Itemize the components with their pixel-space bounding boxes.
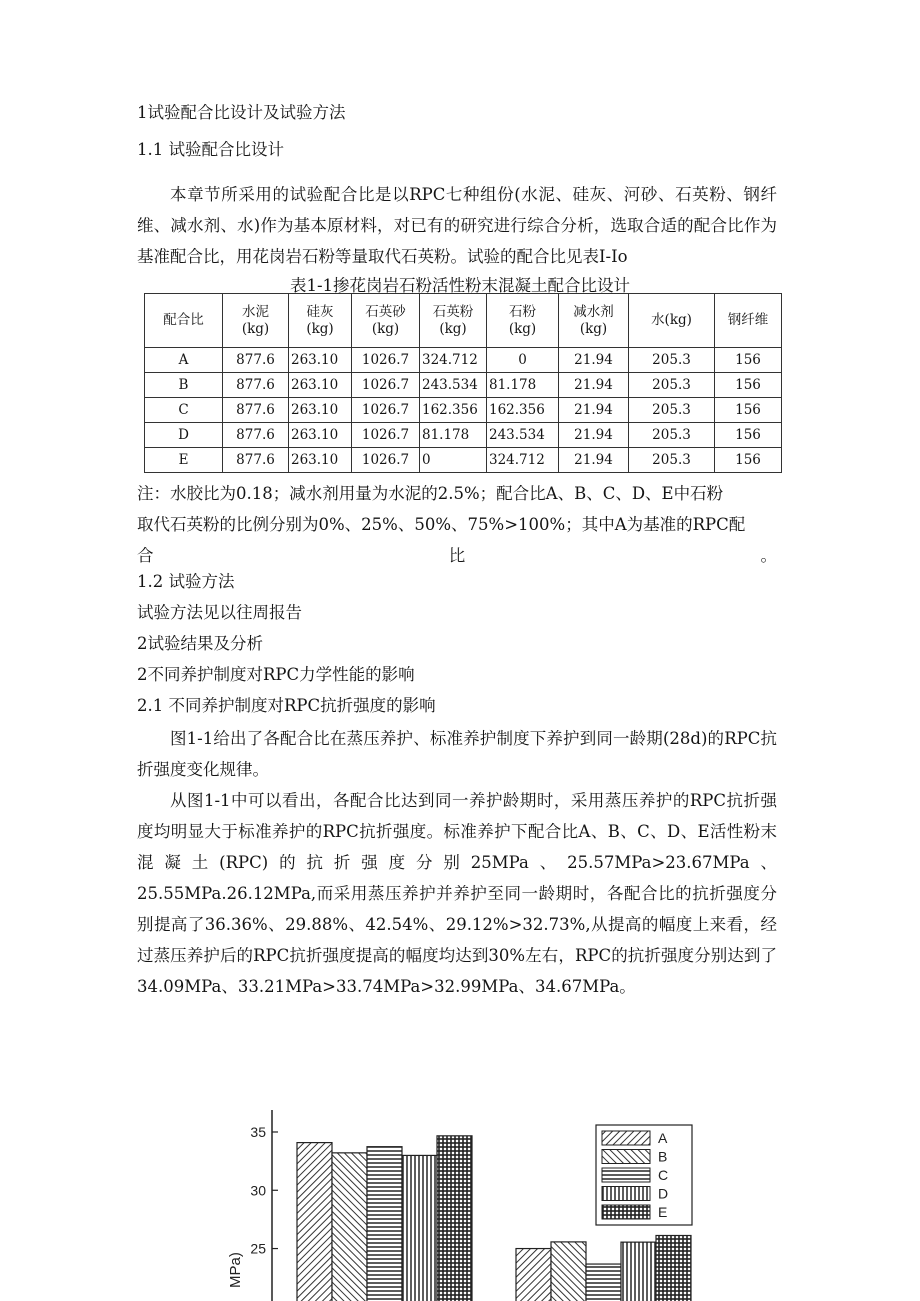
legend-swatch-A xyxy=(602,1131,650,1145)
table-cell: D xyxy=(145,423,223,448)
legend-swatch-D xyxy=(602,1187,650,1201)
table-cell: 1026.7 xyxy=(352,398,420,423)
table-cell: 324.712 xyxy=(487,448,559,473)
bar-standard-D xyxy=(621,1242,656,1301)
table-cell: 21.94 xyxy=(559,398,629,423)
legend-swatch-E xyxy=(602,1205,650,1219)
bar-autoclave-E xyxy=(437,1136,472,1301)
table-cell: 263.10 xyxy=(289,423,352,448)
table-cell: 162.356 xyxy=(487,398,559,423)
table-cell: 21.94 xyxy=(559,348,629,373)
header-top: 石英砂 xyxy=(365,303,406,320)
header-bottom: (kg) xyxy=(508,320,537,337)
legend-swatch-C xyxy=(602,1168,650,1182)
header-top: 水泥 xyxy=(242,303,269,320)
table-cell: 205.3 xyxy=(629,398,715,423)
header-top: 减水剂 xyxy=(573,303,614,320)
para2-text: 从图1-1中可以看出，各配合比达到同一养护龄期时，采用蒸压养护的RPC抗折强度均明显大于标准养护的RPC抗折强度。标准养护下配合比A、B、C、D、E活性粉末混凝土(RPC)的抗折强度分别25MPa、25.57MPa>23.67MPa、25.55MPa.26.12MPa,而采用蒸压养护并养护至同一龄期时，各配合比的抗折强度分别提高了36.36%、29.88%、42.54%、29.12%>32.73%,从提高的幅度上来看，经过蒸压养护后的RPC抗折强度提高的幅度均达到30%左右，RPC的抗折强度分别达到了34.09MPa、33.21MPa>33.74MPa>32.99MPa、34.67MPa。 xyxy=(137,791,777,996)
table-note xyxy=(137,478,777,571)
heading-2-1: 2.1 不同养护制度对RPC抗折强度的影响 xyxy=(137,696,436,715)
y-tick-label: 25 xyxy=(250,1240,266,1257)
header-bottom: (kg) xyxy=(241,320,270,337)
table-cell: 263.10 xyxy=(289,448,352,473)
heading-2-sub: 2不同养护制度对RPC力学性能的影响 xyxy=(137,665,415,684)
header-cell xyxy=(559,294,629,348)
table-cell: 156 xyxy=(715,423,782,448)
table-cell: 877.6 xyxy=(223,373,289,398)
bar-autoclave-D xyxy=(402,1155,437,1301)
table-cell: 243.534 xyxy=(420,373,487,398)
header-top: 石英粉 xyxy=(432,303,474,320)
bar-standard-E xyxy=(656,1235,691,1301)
table-cell: 156 xyxy=(715,448,782,473)
table-cell: 21.94 xyxy=(559,423,629,448)
header-cell xyxy=(715,294,782,348)
header-top: 石粉 xyxy=(509,303,536,320)
bar-standard-A xyxy=(516,1249,551,1301)
table-cell: 21.94 xyxy=(559,373,629,398)
table-cell: 1026.7 xyxy=(352,373,420,398)
header-cell xyxy=(487,294,559,348)
table-row xyxy=(145,398,782,423)
header-cell xyxy=(420,294,487,348)
table-caption: 表1-1掺花岗岩石粉活性粉末混凝土配合比设计 xyxy=(289,276,631,295)
flexural-strength-chart xyxy=(227,1110,710,1301)
note-line-3a: 合 xyxy=(137,546,154,565)
note-line-3c: 。 xyxy=(760,546,777,565)
table-cell: 81.178 xyxy=(420,423,487,448)
y-axis-label: MPa) xyxy=(227,1252,244,1288)
header-bottom: (kg) xyxy=(371,320,400,337)
table-cell: 156 xyxy=(715,398,782,423)
table-cell: 205.3 xyxy=(629,448,715,473)
plot-area xyxy=(250,1110,692,1301)
table-header-row xyxy=(145,294,782,348)
table-cell: 324.712 xyxy=(420,348,487,373)
table-cell: 0 xyxy=(420,448,487,473)
table-cell: 263.10 xyxy=(289,373,352,398)
header-bottom: 水(kg) xyxy=(651,312,692,328)
table-cell: A xyxy=(145,348,223,373)
header-bottom: (kg) xyxy=(579,320,608,337)
header-cell xyxy=(223,294,289,348)
intro-paragraph xyxy=(137,179,777,272)
table-cell: 243.534 xyxy=(487,423,559,448)
table-cell: 81.178 xyxy=(487,373,559,398)
legend-label: E xyxy=(658,1204,668,1220)
table-cell: 1026.7 xyxy=(352,448,420,473)
mix-design-table xyxy=(144,293,782,473)
note-line-3 xyxy=(137,540,777,571)
table-cell: 1026.7 xyxy=(352,423,420,448)
table-cell: 21.94 xyxy=(559,448,629,473)
header-cell xyxy=(289,294,352,348)
bar-autoclave-C xyxy=(367,1147,402,1301)
header-bottom: (kg) xyxy=(439,320,467,337)
header-bottom: (kg) xyxy=(306,320,334,337)
bar-standard-C xyxy=(586,1264,621,1301)
table-cell: 205.3 xyxy=(629,423,715,448)
table-cell: 877.6 xyxy=(223,398,289,423)
legend-label: D xyxy=(658,1185,669,1202)
table-row xyxy=(145,423,782,448)
legend-swatch-B xyxy=(602,1150,650,1164)
table-row xyxy=(145,448,782,473)
table-row xyxy=(145,373,782,398)
table-row xyxy=(145,348,782,373)
heading-1: 1试验配合比设计及试验方法 xyxy=(137,103,346,122)
table-cell: 877.6 xyxy=(223,423,289,448)
heading-1-2: 1.2 试验方法 xyxy=(137,572,235,591)
table-cell: 162.356 xyxy=(420,398,487,423)
table-cell: 877.6 xyxy=(223,448,289,473)
bar-autoclave-B xyxy=(332,1153,367,1301)
header-top: 硅灰 xyxy=(306,303,334,320)
table-cell: 205.3 xyxy=(629,373,715,398)
table-cell: E xyxy=(145,448,223,473)
legend-label: B xyxy=(658,1148,668,1165)
bar-autoclave-A xyxy=(297,1143,332,1301)
table-cell: 156 xyxy=(715,373,782,398)
header-top: 钢纤维 xyxy=(727,312,769,328)
legend-label: A xyxy=(658,1130,668,1146)
legend-label: C xyxy=(658,1167,669,1183)
header-cell xyxy=(145,294,223,348)
table-cell: 0 xyxy=(487,348,559,373)
method-text: 试验方法见以往周报告 xyxy=(137,603,302,622)
header-cell xyxy=(629,294,715,348)
y-tick-label: 30 xyxy=(250,1182,266,1199)
result-paragraph-1 xyxy=(137,723,777,785)
table-cell: 156 xyxy=(715,348,782,373)
table-cell: C xyxy=(145,398,223,423)
heading-1-1: 1.1 试验配合比设计 xyxy=(137,140,284,159)
intro-text: 本章节所采用的试验配合比是以RPC七种组份(水泥、硅灰、河砂、石英粉、钢纤维、减水剂、水)作为基本原材料，对已有的研究进行综合分析，选取合适的配合比作为基准配合比，用花岗岩石粉等量取代石英粉。试验的配合比见表I-Io xyxy=(137,185,777,266)
table-cell: 1026.7 xyxy=(352,348,420,373)
table-cell: B xyxy=(145,373,223,398)
note-line-3b: 比 xyxy=(448,546,466,565)
table-cell: 205.3 xyxy=(629,348,715,373)
bar-standard-B xyxy=(551,1242,586,1301)
para1-text: 图1-1给出了各配合比在蒸压养护、标准养护制度下养护到同一龄期(28d)的RPC抗折强度变化规律。 xyxy=(137,729,777,779)
header-top: 配合比 xyxy=(163,312,204,328)
y-tick-label: 35 xyxy=(250,1123,266,1140)
heading-2: 2试验结果及分析 xyxy=(137,634,263,653)
table-cell: 263.10 xyxy=(289,398,352,423)
result-paragraph-2 xyxy=(137,785,777,1002)
table-cell: 263.10 xyxy=(289,348,352,373)
note-line-2: 取代石英粉的比例分别为0%、25%、50%、75%>100%；其中A为基准的RPC配 xyxy=(137,515,746,534)
table-cell: 877.6 xyxy=(223,348,289,373)
header-cell xyxy=(352,294,420,348)
note-line-1: 注：水胶比为0.18；减水剂用量为水泥的2.5%；配合比A、B、C、D、E中石粉 xyxy=(137,484,724,503)
